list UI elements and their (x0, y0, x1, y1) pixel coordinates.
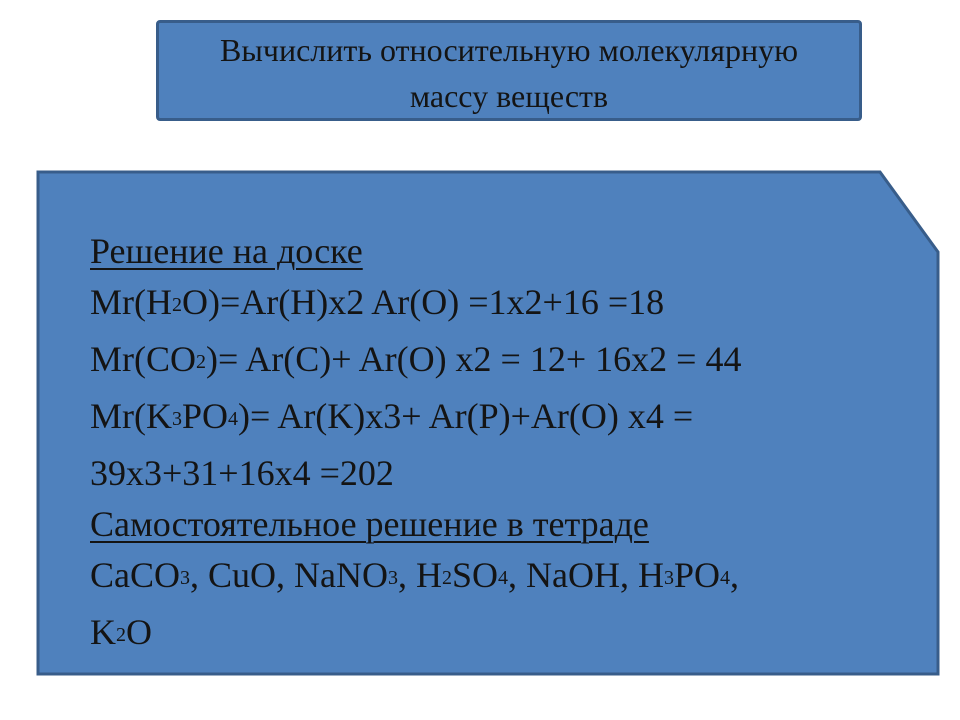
formula-co2-b: )= Ar(C)+ Ar(O) x2 = 12+ 16x2 = 44 (206, 339, 742, 379)
task-part: SO (451, 555, 499, 595)
formula-h2o (90, 277, 910, 334)
formula-co2 (90, 334, 910, 391)
task-sub: 2 (441, 567, 452, 589)
task-part: CaCO (90, 555, 180, 595)
formula-k3po4-continued: 39x3+31+16x4 =202 (90, 453, 394, 493)
task-list-line-2 (90, 607, 910, 664)
task-sub: 3 (387, 567, 398, 589)
formula-h2o-sub: 2 (171, 294, 182, 316)
task-part: K (90, 612, 116, 652)
title-line-1: Вычислить относительную молекулярную (220, 32, 798, 68)
task-part: PO (674, 555, 721, 595)
formula-k3po4-c: )= Ar(K)x3+ Ar(P)+Ar(O) x4 = (238, 396, 694, 436)
formula-k3po4-b: PO (181, 396, 229, 436)
heading-board-solution: Решение на доске (90, 231, 363, 271)
task-part: , (730, 555, 740, 595)
heading-self-solution: Самостоятельное решение в тетраде (90, 504, 649, 544)
formula-k3po4-sub-1: 3 (171, 408, 182, 430)
task-part: , NaOH, H (508, 555, 664, 595)
formula-h2o-b: O)=Ar(H)x2 Ar(O) =1x2+16 =18 (181, 282, 665, 322)
task-part: O (126, 612, 152, 652)
formula-k3po4-a: Mr(K (90, 396, 172, 436)
task-part: , H (397, 555, 442, 595)
task-sub: 2 (116, 624, 126, 646)
formula-h2o-a: Mr(H (90, 282, 172, 322)
content-text (90, 226, 910, 664)
formula-k3po4-sub-2: 4 (228, 408, 239, 430)
formula-co2-a: Mr(CO (90, 339, 196, 379)
task-sub: 4 (720, 567, 731, 589)
formula-co2-sub: 2 (196, 351, 206, 373)
task-sub: 4 (498, 567, 509, 589)
title-line-2: массу веществ (409, 78, 609, 114)
task-list-line-1 (90, 550, 910, 607)
formula-k3po4 (90, 391, 910, 448)
task-sub: 3 (664, 567, 674, 589)
task-sub: 3 (180, 567, 190, 589)
task-part: , CuO, NaNO (190, 555, 388, 595)
